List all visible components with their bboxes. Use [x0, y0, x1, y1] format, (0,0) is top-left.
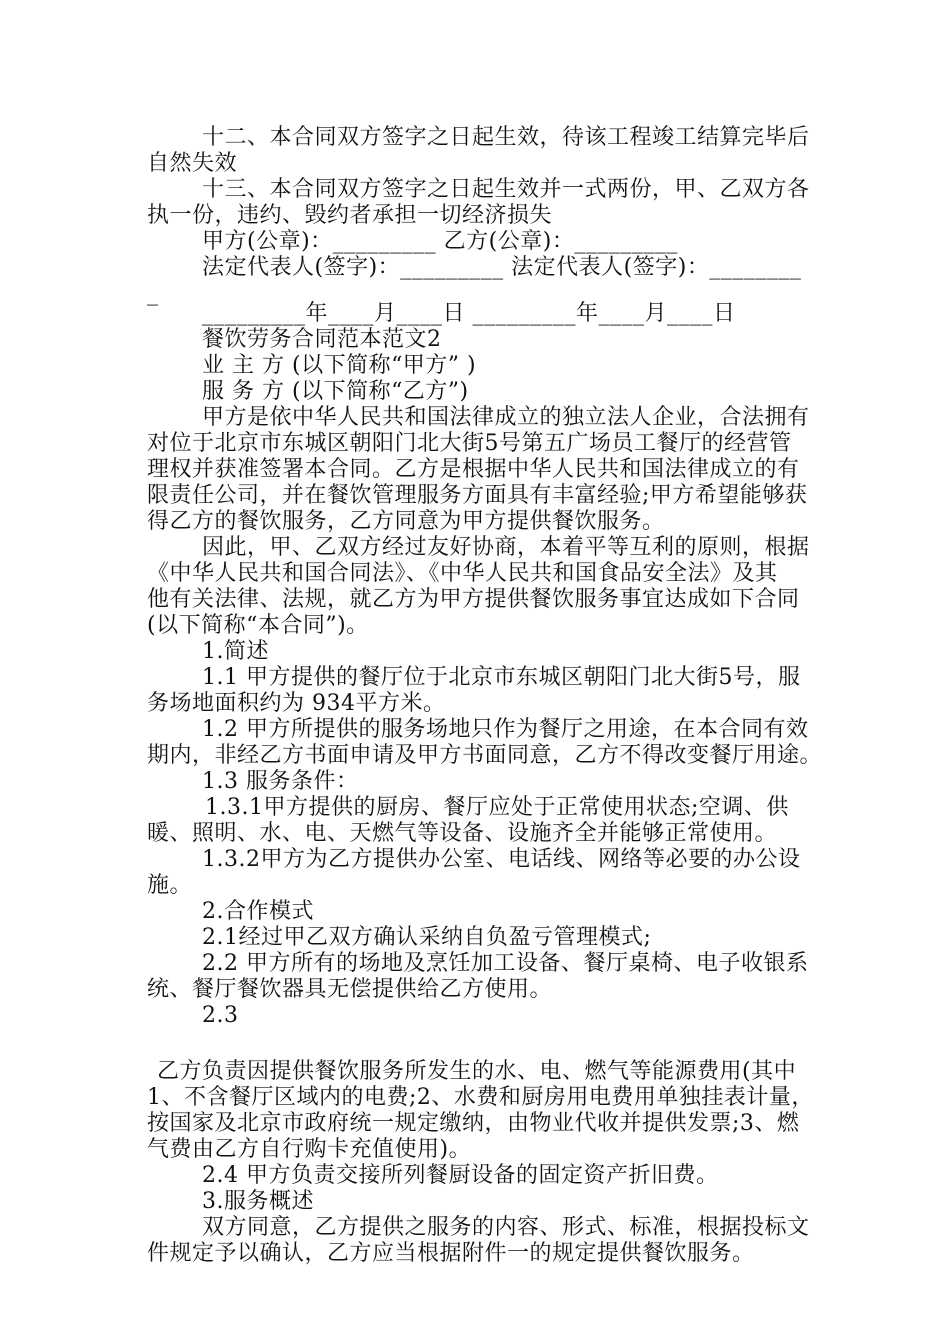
text-line: 统、餐厅餐饮器具无偿提供给乙方使用。: [147, 977, 553, 1002]
text-line: 1.3 服务条件：: [202, 769, 359, 794]
section-title: 餐饮劳务合同范本范文2: [202, 327, 442, 352]
heading-2: 2.合作模式: [202, 899, 314, 924]
text-line: 执一份，违约、毁约者承担一切经济损失: [147, 203, 553, 228]
text-line: 理权并获准签署本合同。乙方是根据中华人民共和国法律成立的有: [147, 457, 800, 482]
text-line: 甲方是依中华人民共和国法律成立的独立法人企业，合法拥有: [202, 405, 810, 430]
text-line: 《中华人民共和国合同法》、《中华人民共和国食品安全法》及其: [147, 561, 778, 586]
text-line: 因此，甲、乙双方经过友好协商，本着平等互利的原则，根据: [202, 535, 810, 560]
text-line: 自然失效: [147, 151, 238, 176]
text-line: 十二、本合同双方签字之日起生效，待该工程竣工结算完毕后: [202, 125, 810, 150]
text-line: 1.3.1甲方提供的厨房、餐厅应处于正常使用状态;空调、供: [205, 795, 789, 820]
signature-line-seal: 甲方(公章)：_________ 乙方(公章)：_________: [202, 229, 678, 254]
text-line: 1.1 甲方提供的餐厅位于北京市东城区朝阳门北大街5号，服: [202, 665, 801, 690]
text-line: 按国家及北京市政府统一规定缴纳，由物业代收并提供发票;3、燃: [147, 1111, 800, 1136]
text-line: 双方同意，乙方提供之服务的内容、形式、标准，根据投标文: [202, 1215, 810, 1240]
text-line: 施。: [147, 873, 193, 898]
text-line: 期内，非经乙方书面申请及甲方书面同意，乙方不得改变餐厅用途。: [147, 743, 823, 768]
party-a-line: 业 主 方 (以下简称“甲方” ): [202, 353, 477, 378]
text-line: 件规定予以确认，乙方应当根据附件一的规定提供餐饮服务。: [147, 1241, 755, 1266]
text-line: 2.2 甲方所有的场地及烹饪加工设备、餐厅桌椅、电子收银系: [202, 951, 809, 976]
text-line: 2.1经过甲乙双方确认采纳自负盈亏管理模式;: [202, 925, 652, 950]
text-line: 暖、照明、水、电、天燃气等设备、设施齐全并能够正常使用。: [147, 821, 778, 846]
text-line: 对位于北京市东城区朝阳门北大街5号第五广场员工餐厅的经营管: [147, 431, 792, 456]
text-line: 1.3.2甲方为乙方提供办公室、电话线、网络等必要的办公设: [202, 847, 801, 872]
signature-line-representative: 法定代表人(签字)：_________ 法定代表人(签字)：________: [202, 255, 802, 280]
date-line: _________年____月____日 _________年____月____日: [202, 301, 736, 326]
text-line: (以下简称“本合同”)。: [147, 613, 369, 638]
text-line: 2.4 甲方负责交接所列餐厨设备的固定资产折旧费。: [202, 1163, 719, 1188]
signature-line-continuation: _: [147, 281, 159, 306]
text-line: 得乙方的餐饮服务，乙方同意为甲方提供餐饮服务。: [147, 509, 665, 534]
text-line: 他有关法律、法规，就乙方为甲方提供餐饮服务事宜达成如下合同: [147, 587, 800, 612]
text-line: 2.3: [202, 1003, 239, 1028]
text-line: 1.2 甲方所提供的服务场地只作为餐厅之用途，在本合同有效: [202, 717, 809, 742]
heading-3: 3.服务概述: [202, 1189, 314, 1214]
text-line: 1、不含餐厅区域内的电费;2、水费和厨房用电费用单独挂表计量，: [147, 1085, 814, 1110]
text-line: 务场地面积约为 934平方米。: [147, 691, 446, 716]
heading-1: 1.简述: [202, 639, 269, 664]
party-b-line: 服 务 方 (以下简称“乙方”): [202, 379, 469, 404]
text-line: 乙方负责因提供餐饮服务所发生的水、电、燃气等能源费用(其中: [157, 1059, 797, 1084]
text-line: 限责任公司，并在餐饮管理服务方面具有丰富经验;甲方希望能够获: [147, 483, 808, 508]
text-line: 十三、本合同双方签字之日起生效并一式两份，甲、乙双方各: [202, 177, 810, 202]
text-line: 气费由乙方自行购卡充值使用)。: [147, 1137, 472, 1162]
